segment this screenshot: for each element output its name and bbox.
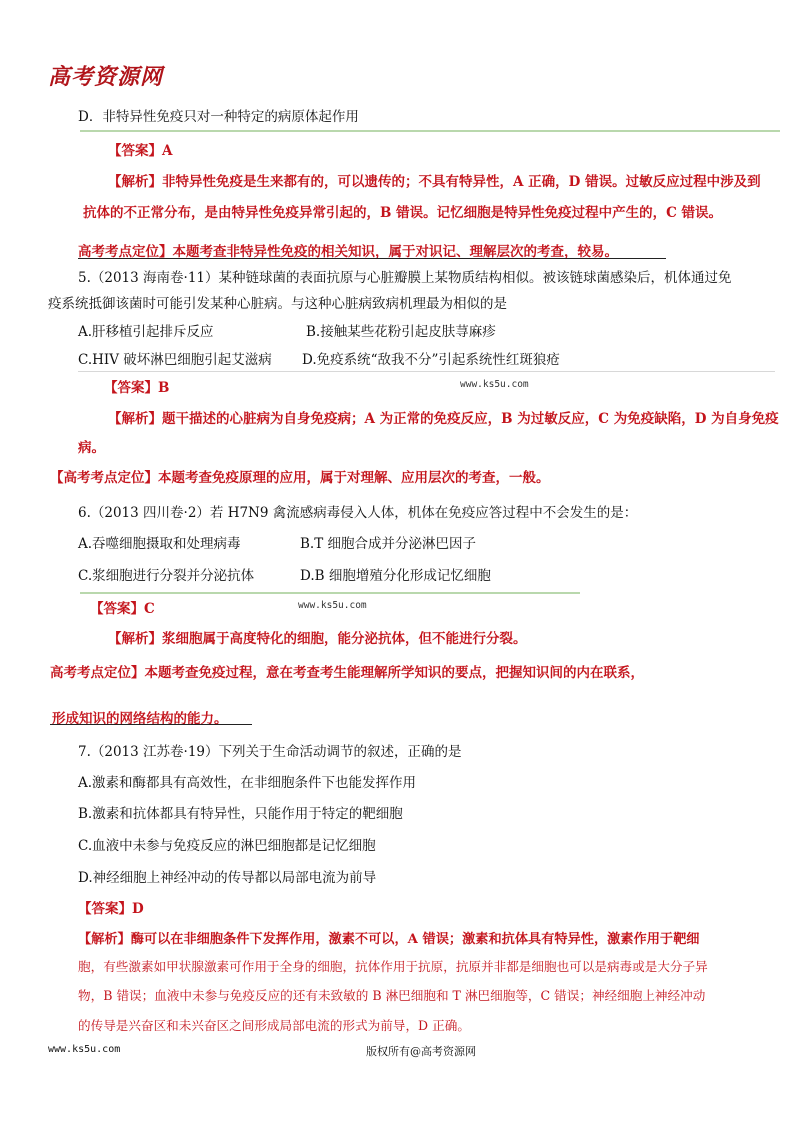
option-b: B.T 细胞合成并分泌淋巴因子 [300, 536, 477, 552]
question-5-stem: 5.（2013 海南卷·11）某种链球菌的表面抗原与心脏瓣膜上某物质结构相似。被该链球菌感染后，机体通过免 [78, 270, 732, 286]
explanation-line: 抗体的不正常分布，是由特异性免疫异常引起的，B 错误。记忆细胞是特异性免疫过程中产生的，C 错误。 [83, 205, 723, 221]
watermark: www.ks5u.com [460, 379, 529, 390]
underline [78, 258, 666, 259]
underline [50, 724, 252, 725]
option-a: A.吞噬细胞摄取和处理病毒 [78, 536, 241, 552]
option-d: D.免疫系统“敌我不分”引起系统性红斑狼疮 [302, 352, 560, 368]
watermark: www.ks5u.com [298, 600, 367, 611]
exam-point-line-cont: 形成知识的网络结构的能力。 [52, 711, 228, 727]
option-b: B.激素和抗体都具有特异性，只能作用于特定的靶细胞 [78, 806, 403, 822]
answer-label: 【答案】A [108, 143, 173, 159]
answer-label: 【答案】B [104, 380, 170, 396]
exam-point-line: 高考考点定位】本题考查免疫过程，意在考查考生能理解所学知识的要点，把握知识间的内在联系， [50, 665, 644, 681]
option-a: A.肝移植引起排斥反应 [78, 324, 214, 340]
question-6-stem: 6.（2013 四川卷·2）若 H7N9 禽流感病毒侵入人体，机体在免疫应答过程中不会发生的是： [78, 505, 638, 521]
option-c: C.HIV 破坏淋巴细胞引起艾滋病 [78, 352, 272, 368]
answer-label: 【答案】D [78, 901, 144, 917]
footer-copyright: 版权所有@高考资源网 [366, 1045, 476, 1058]
site-logo: 高考资源网 [48, 64, 164, 90]
explanation-line: 的传导是兴奋区和未兴奋区之间形成局部电流的形式为前导，D 正确。 [78, 1018, 470, 1033]
option-b: B.接触某些花粉引起皮肤荨麻疹 [306, 324, 496, 340]
question-5-stem-cont: 疫系统抵御该菌时可能引发某种心脏病。与这种心脏病致病机理最为相似的是 [48, 296, 507, 312]
explanation-line: 【解析】非特异性免疫是生来都有的，可以遗传的；不具有特异性，A 正确，D 错误。过敏反应过程中涉及到 [108, 174, 761, 190]
question-7-stem: 7.（2013 江苏卷·19）下列关于生命活动调节的叙述，正确的是 [78, 744, 462, 760]
divider [78, 371, 775, 372]
option-c: C.浆细胞进行分裂并分泌抗体 [78, 568, 255, 584]
explanation-line: 胞，有些激素如甲状腺激素可作用于全身的细胞，抗体作用于抗原，抗原并非都是细胞也可以是病毒或是大分子异 [78, 959, 708, 974]
exam-point-line: 【高考考点定位】本题考查免疫原理的应用，属于对理解、应用层次的考查，一般。 [50, 470, 550, 486]
option-d-line: D．非特异性免疫只对一种特定的病原体起作用 [78, 109, 359, 125]
exam-point-line: 高考考点定位】本题考查非特异性免疫的相关知识，属于对识记、理解层次的考查，较易。 [78, 244, 618, 260]
option-c: C.血液中未参与免疫反应的淋巴细胞都是记忆细胞 [78, 838, 376, 854]
explanation-line: 【解析】酶可以在非细胞条件下发挥作用，激素不可以，A 错误；激素和抗体具有特异性，激素作用于靶细 [78, 932, 700, 947]
option-d: D.神经细胞上神经冲动的传导都以局部电流为前导 [78, 870, 377, 886]
explanation-line: 物，B 错误；血液中未参与免疫反应的还有未致敏的 B 淋巴细胞和 T 淋巴细胞等，C 错误；神经细胞上神经冲动 [78, 988, 706, 1003]
answer-label: 【答案】C [90, 601, 155, 617]
option-a: A.激素和酶都具有高效性，在非细胞条件下也能发挥作用 [78, 775, 417, 791]
footer-url[interactable]: www.ks5u.com [48, 1044, 121, 1055]
divider [80, 592, 580, 594]
explanation-line: 病。 [78, 440, 105, 456]
explanation-line: 【解析】浆细胞属于高度特化的细胞，能分泌抗体，但不能进行分裂。 [108, 631, 527, 647]
divider [80, 130, 780, 132]
explanation-line: 【解析】题干描述的心脏病为自身免疫病；A 为正常的免疫反应，B 为过敏反应，C 为免疫缺陷，D 为自身免疫 [108, 411, 779, 427]
option-d: D.B 细胞增殖分化形成记忆细胞 [300, 568, 491, 584]
